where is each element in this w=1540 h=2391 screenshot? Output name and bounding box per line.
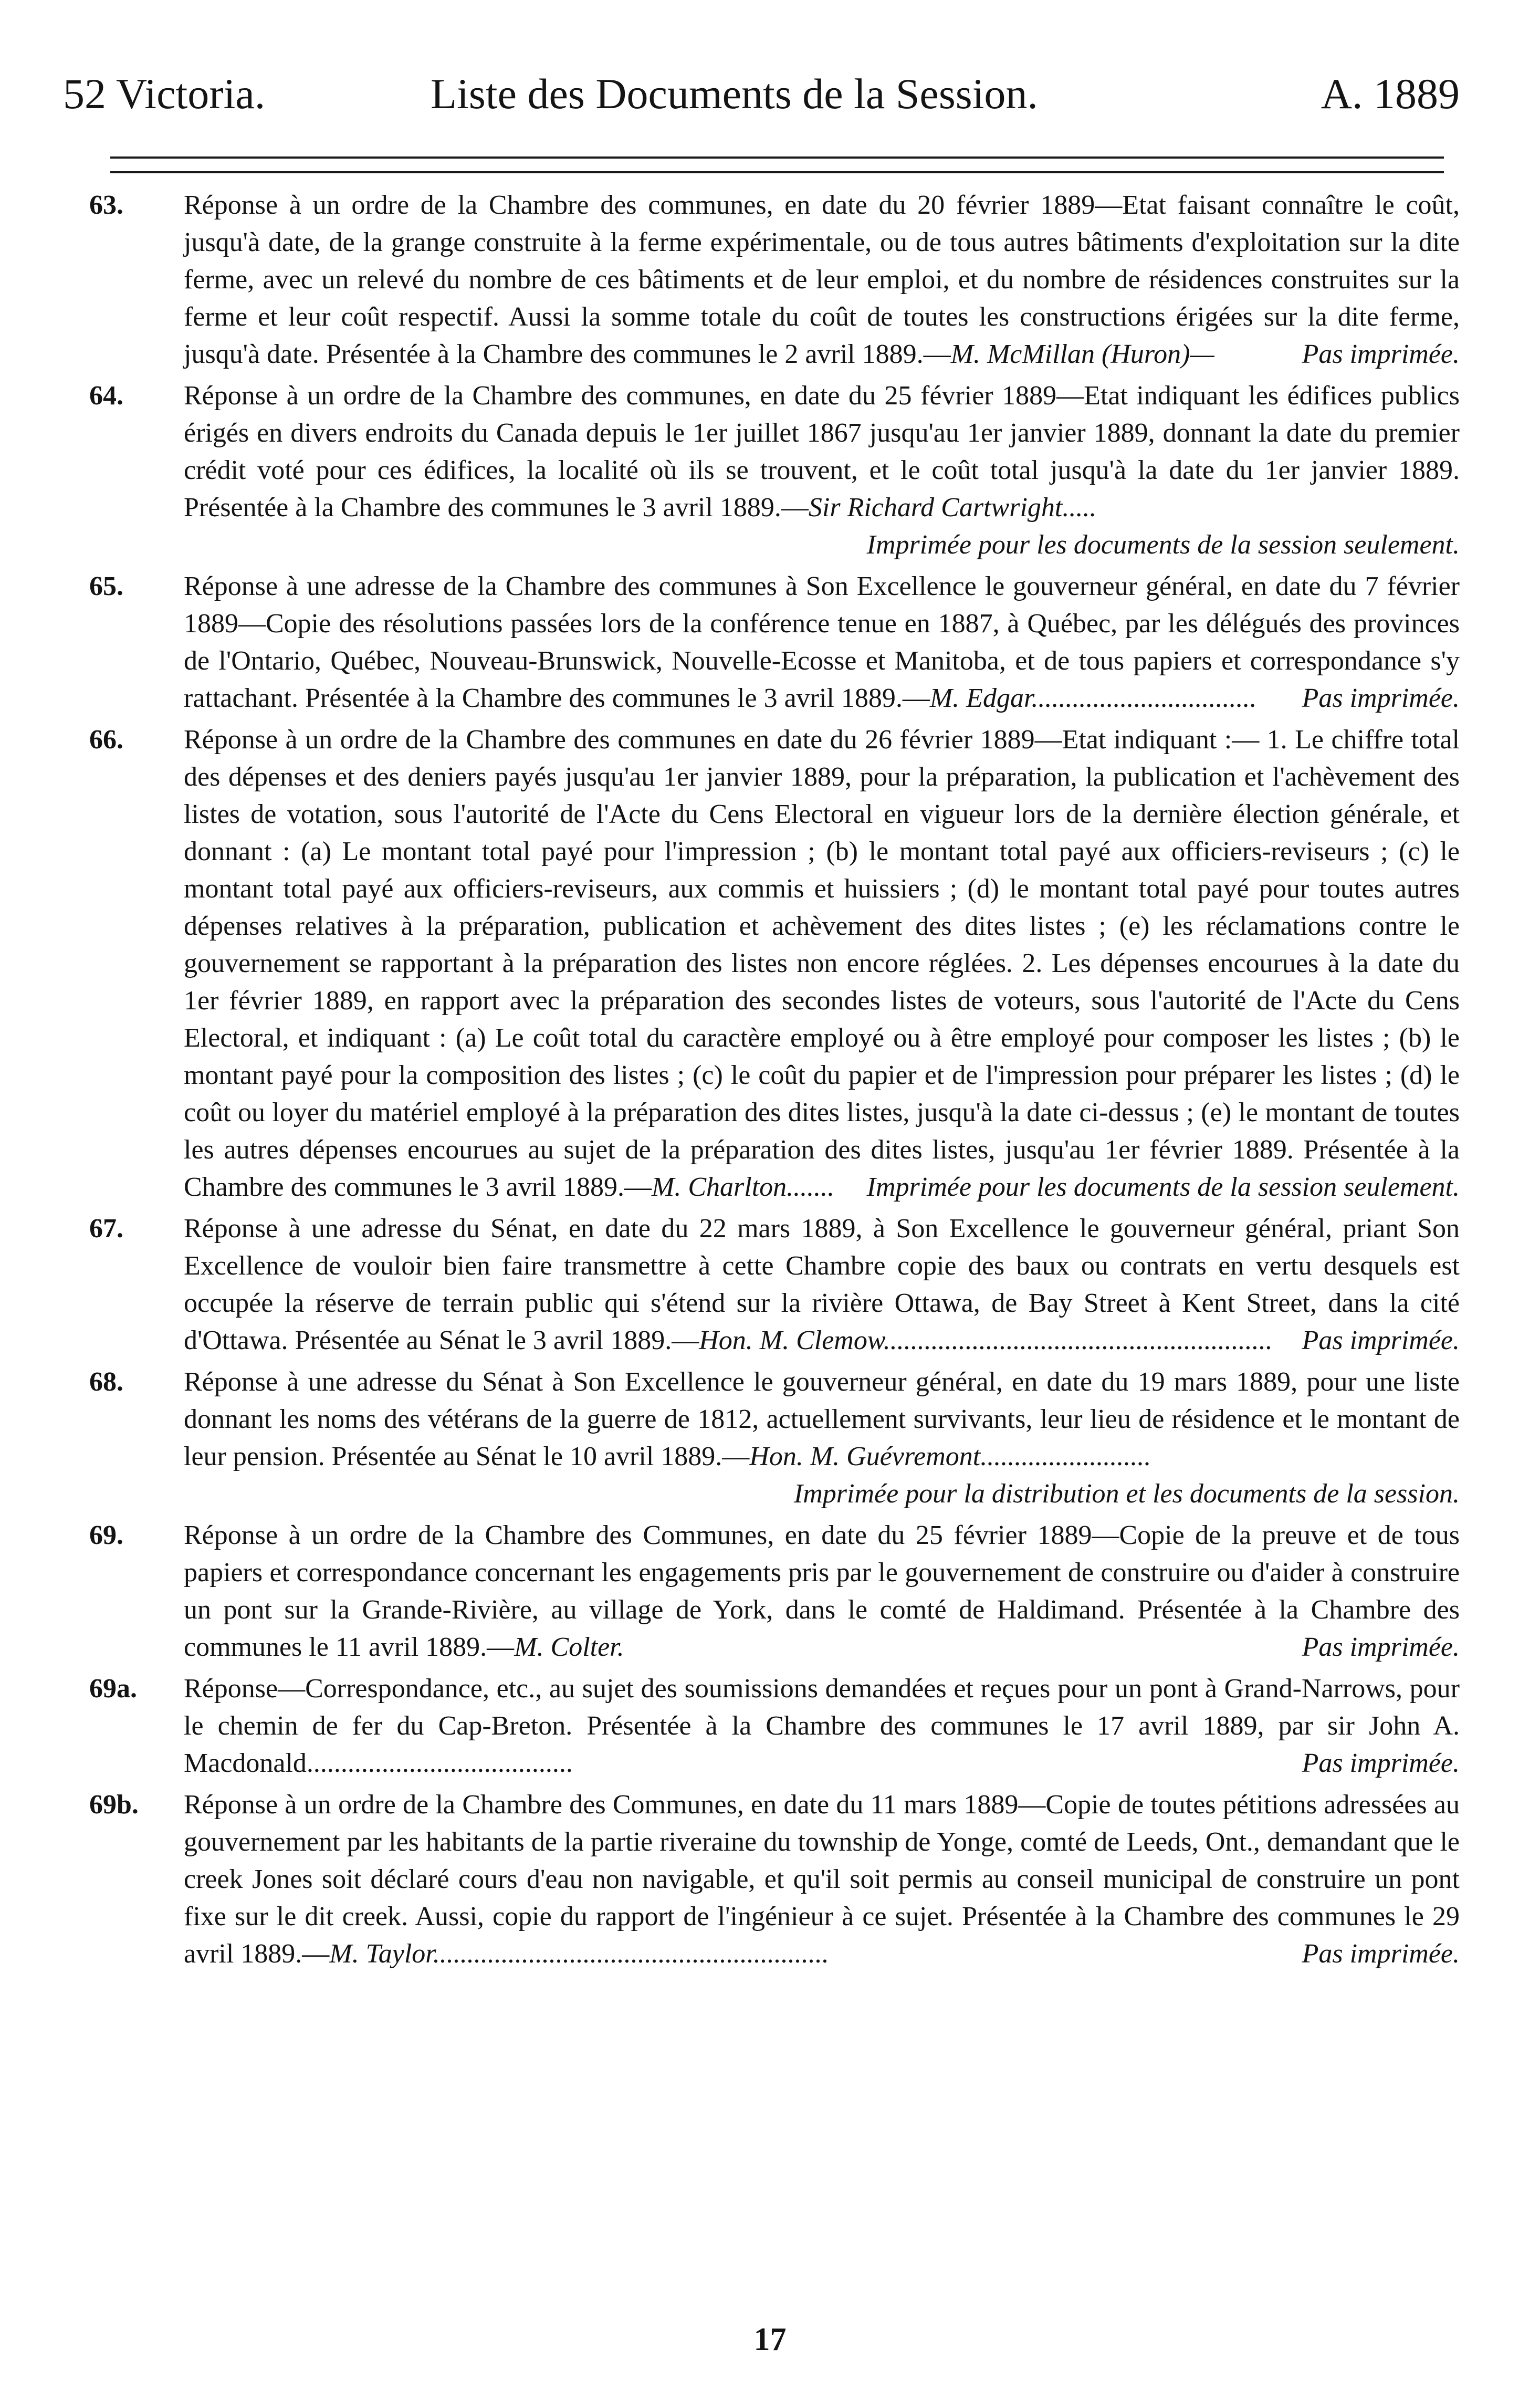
entry-status: Pas imprimée. xyxy=(1302,683,1460,713)
header-regnal-year: 52 Victoria. xyxy=(63,70,266,118)
entry-presenter: M. Charlton....... xyxy=(652,1172,835,1202)
entry-text: Réponse à un ordre de la Chambre des Communes, en date du 25 février 1889—Copie de la preuve et de tous papiers et correspondance concernant les engagements pris par le gouvernement de construire ou d'aider à construire un pont sur la Grande-Rivière, au village de York, dans le comté de Haldimand. Présentée à la Chambre des communes le 11 avril 1889.— xyxy=(184,1520,1460,1662)
entry-number: 68. xyxy=(89,1367,123,1397)
header-title: Liste des Documents de la Session. xyxy=(431,70,1038,118)
entry-status: Imprimée pour les documents de la session seulement. xyxy=(866,530,1460,560)
entry-text: Réponse à une adresse du Sénat à Son Excellence le gouverneur général, en date du 19 mars 1889, pour une liste donnant les noms des vétérans de la guerre de 1812, actuellement survivants, leur lieu de résidence et le montant de leur pension. Présentée au Sénat le 10 avril 1889.— xyxy=(184,1367,1460,1471)
entry-presenter: Hon. M. Guévremont......................... xyxy=(749,1442,1151,1471)
header-rule-bottom xyxy=(110,171,1444,173)
document-entry xyxy=(89,1363,1460,1512)
entry-text: Réponse—Correspondance, etc., au sujet des soumissions demandées et reçues pour un pont à Grand-Narrows, pour le chemin de fer du Cap-Breton. Présentée à la Chambre des communes le 17 avril 1889, par sir John A. Macdonald....................................... xyxy=(184,1674,1460,1778)
entry-presenter: M. McMillan (Huron)— xyxy=(950,339,1214,369)
entry-text: Réponse à une adresse du Sénat, en date du 22 mars 1889, à Son Excellence le gouverneur général, priant Son Excellence de vouloir bien faire transmettre à cette Chambre copie des baux ou contrats en vertu desquels est occupée la réserve de terrain public qui s'étend sur la rivière Ottawa, de Bay Street à Kent Street, dans la cité d'Ottawa. Présentée au Sénat le 3 avril 1889.— xyxy=(184,1214,1460,1355)
header-year: A. 1889 xyxy=(1321,70,1460,118)
document-entry xyxy=(89,721,1460,1206)
document-entry xyxy=(89,568,1460,717)
entry-text: Réponse à un ordre de la Chambre des Communes, en date du 11 mars 1889—Copie de toutes pétitions adressées au gouvernement par les habitants de la partie riveraine du township de Yonge, comté de Leeds, Ont., demandant que le creek Jones soit déclaré cours d'eau non navigable, et qu'il soit permis au conseil municipal de construire un pont fixe sur le dit creek. Aussi, copie du rapport de l'ingénieur à ce sujet. Présentée à la Chambre des communes le 29 avril 1889.— xyxy=(184,1790,1460,1969)
document-entry xyxy=(89,186,1460,373)
document-entry xyxy=(89,1210,1460,1359)
entry-number: 67. xyxy=(89,1214,123,1244)
page-number: 17 xyxy=(753,2322,787,2357)
entry-status: Pas imprimée. xyxy=(1302,1939,1460,1969)
entry-status: Pas imprimée. xyxy=(1302,1632,1460,1662)
entry-status: Imprimée pour la distribution et les documents de la session. xyxy=(793,1479,1460,1509)
entry-text: Réponse à un ordre de la Chambre des communes en date du 26 février 1889—Etat indiquant :— 1. Le chiffre total des dépenses et des deniers payés jusqu'au 1er janvier 1889, pour la préparation, la publication et l'achèvement des listes de votation, sous l'autorité de l'Acte du Cens Electoral en vigueur lors de la dernière élection générale, et donnant : (a) Le montant total payé pour l'impression ; (b) le montant total payé aux officiers-reviseurs ; (c) le montant total payé aux officiers-reviseurs, aux commis et huissiers ; (d) le montant total payé pour toutes autres dépenses relatives à la préparation, publication et achèvement des dites listes ; (e) les réclamations contre le gouvernement se rapportant à la préparation des listes non encore réglées. 2. Les dépenses encourues à la date du 1er février 1889, en rapport avec la préparation des secondes listes de voteurs, sous l'autorité de l'Acte du Cens Electoral, et indiquant : (a) Le coût total du caractère employé ou à être employé pour composer les listes ; (b) le montant payé pour la composition des listes ; (c) le coût du papier et de l'impression pour préparer les listes ; (d) le coût ou loyer du matériel employé à la préparation des dites listes, jusqu'à la date ci-dessus ; (e) le montant de toutes les autres dépenses encourues au sujet de la préparation des dites listes, jusqu'au 1er février 1889. Présentée à la Chambre des communes le 3 avril 1889.— xyxy=(184,725,1460,1202)
entry-text: Réponse à une adresse de la Chambre des communes à Son Excellence le gouverneur général, en date du 7 février 1889—Copie des résolutions passées lors de la conférence tenue en 1887, à Québec, par les délégués des provinces de l'Ontario, Québec, Nouveau-Brunswick, Nouvelle-Ecosse et Manitoba, et de tous papiers et correspondance s'y rattachant. Présentée à la Chambre des communes le 3 avril 1889.— xyxy=(184,571,1460,713)
document-entry xyxy=(89,1786,1460,1972)
entry-number: 66. xyxy=(89,725,123,755)
entry-presenter: M. Edgar................................. xyxy=(929,683,1257,713)
entry-number: 69a. xyxy=(89,1674,137,1704)
entry-number: 63. xyxy=(89,190,123,220)
running-header xyxy=(63,69,1460,127)
entry-number: 65. xyxy=(89,571,123,601)
entry-number: 69. xyxy=(89,1520,123,1550)
entry-status: Imprimée pour les documents de la session seulement. xyxy=(866,1172,1460,1202)
document-entry xyxy=(89,377,1460,563)
entry-text: Réponse à un ordre de la Chambre des communes, en date du 20 février 1889—Etat faisant connaître le coût, jusqu'à date, de la grange construite à la ferme expérimentale, ou de tous autres bâtiments d'exploitation sur la dite ferme, avec un relevé du nombre de ces bâtiments et de leur emploi, et du nombre de résidences construites sur la ferme et leur coût respectif. Aussi la somme totale du coût de toutes les constructions érigées sur la dite ferme, jusqu'à date. Présentée à la Chambre des communes le 2 avril 1889.— xyxy=(184,190,1460,369)
document-list xyxy=(89,186,1460,1977)
entry-text: Réponse à un ordre de la Chambre des communes, en date du 25 février 1889—Etat indiquant les édifices publics érigés en divers endroits du Canada depuis le 1er juillet 1867 jusqu'au 1er janvier 1889, donnant la date du premier crédit voté pour ces édifices, la localité où ils se trouvent, et le coût total jusqu'à la date du 1er janvier 1889. Présentée à la Chambre des communes le 3 avril 1889.— xyxy=(184,381,1460,523)
entry-presenter: M. Colter. xyxy=(514,1632,624,1662)
document-entry xyxy=(89,1517,1460,1666)
entry-status: Pas imprimée. xyxy=(1302,1748,1460,1778)
entry-number: 64. xyxy=(89,381,123,411)
entry-status: Pas imprimée. xyxy=(1302,1325,1460,1355)
entry-number: 69b. xyxy=(89,1790,139,1820)
entry-presenter: Sir Richard Cartwright..... xyxy=(808,493,1097,523)
entry-presenter: Hon. M. Clemow......................................................... xyxy=(699,1325,1273,1355)
header-rule-top xyxy=(110,156,1444,159)
entry-presenter: M. Taylor.......................................................... xyxy=(329,1939,829,1969)
entry-status: Pas imprimée. xyxy=(1302,339,1460,369)
document-entry xyxy=(89,1670,1460,1782)
